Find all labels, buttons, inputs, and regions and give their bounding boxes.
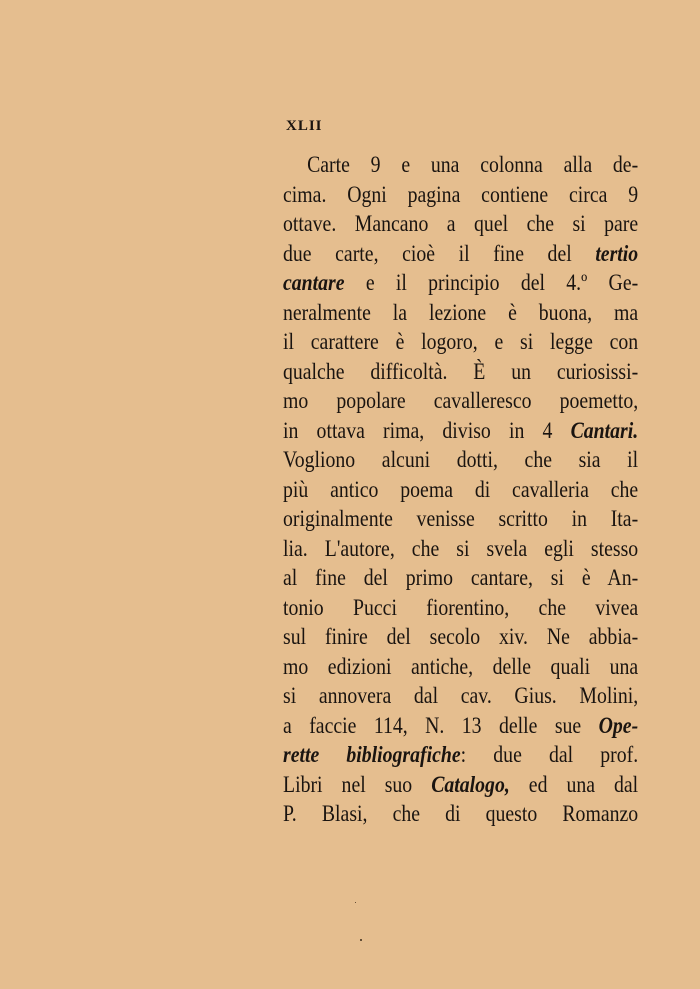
text-span: in ottava rima, diviso in 4 [283, 417, 571, 443]
text-span: al fine del primo cantare, si è An- [283, 565, 639, 590]
text-line [283, 150, 638, 180]
text-line [283, 504, 638, 534]
text-span: Vogliono alcuni dotti, che sia il [283, 447, 639, 472]
text-line [283, 327, 638, 357]
text-span: a faccie 114, N. 13 delle sue [283, 712, 599, 738]
text-span: mo edizioni antiche, delle quali una [283, 653, 639, 679]
ink-speck [360, 939, 362, 941]
italic-span: Cantari. [570, 417, 639, 443]
text-line [283, 180, 638, 210]
text-span: neralmente la lezione è buona, ma [283, 299, 639, 325]
text-span: originalmente venisse scritto in Ita- [283, 506, 639, 531]
text-span: e il principio del 4.º Ge- [344, 270, 639, 295]
text-line [283, 799, 638, 829]
text-span: ottave. Mancano a quel che si pare [283, 211, 639, 236]
text-line [283, 770, 638, 800]
text-span: il carattere è logoro, e si legge con [283, 329, 639, 354]
text-line [283, 386, 638, 416]
text-line [283, 475, 638, 505]
text-span: due carte, cioè il fine del [283, 240, 596, 266]
text-span: ed una dal [509, 771, 639, 797]
page-number: XLII [286, 118, 323, 134]
text-line [283, 357, 638, 387]
ink-speck [355, 902, 356, 903]
italic-span: Catalogo, [431, 771, 510, 797]
text-span: cima. Ogni pagina contiene circa 9 [283, 181, 639, 207]
italic-span: rette bibliografiche [283, 742, 461, 767]
text-line [283, 298, 638, 328]
text-span: lia. L'autore, che si svela egli stesso [283, 535, 639, 561]
italic-span: cantare [283, 270, 345, 295]
text-line [283, 239, 638, 269]
text-line [283, 445, 638, 475]
text-line [283, 622, 638, 652]
text-span: sul finire del secolo xiv. Ne abbia- [283, 624, 639, 649]
italic-span: Ope- [598, 712, 639, 738]
text-line [283, 652, 638, 682]
text-span: P. Blasi, che di questo Romanzo [283, 801, 639, 826]
text-line [283, 593, 638, 623]
text-line [283, 534, 638, 564]
text-span: tonio Pucci fiorentino, che vivea [283, 594, 639, 620]
text-line [283, 563, 638, 593]
text-line [283, 681, 638, 711]
text-span: qualche difficoltà. È un curiosissi- [283, 358, 639, 384]
body-text [283, 150, 638, 829]
text-line [283, 268, 638, 298]
text-line [283, 711, 638, 741]
italic-span: tertio [595, 240, 639, 266]
text-span: si annovera dal cav. Gius. Molini, [283, 683, 639, 708]
text-span: : due dal prof. [460, 742, 639, 767]
text-line [283, 416, 638, 446]
text-line [283, 740, 638, 770]
text-span: Libri nel suo [283, 771, 432, 797]
text-span: più antico poema di cavalleria che [283, 476, 639, 502]
text-line [283, 209, 638, 239]
text-span: Carte 9 e una colonna alla de- [307, 152, 639, 177]
text-span: mo popolare cavalleresco poemetto, [283, 388, 639, 413]
